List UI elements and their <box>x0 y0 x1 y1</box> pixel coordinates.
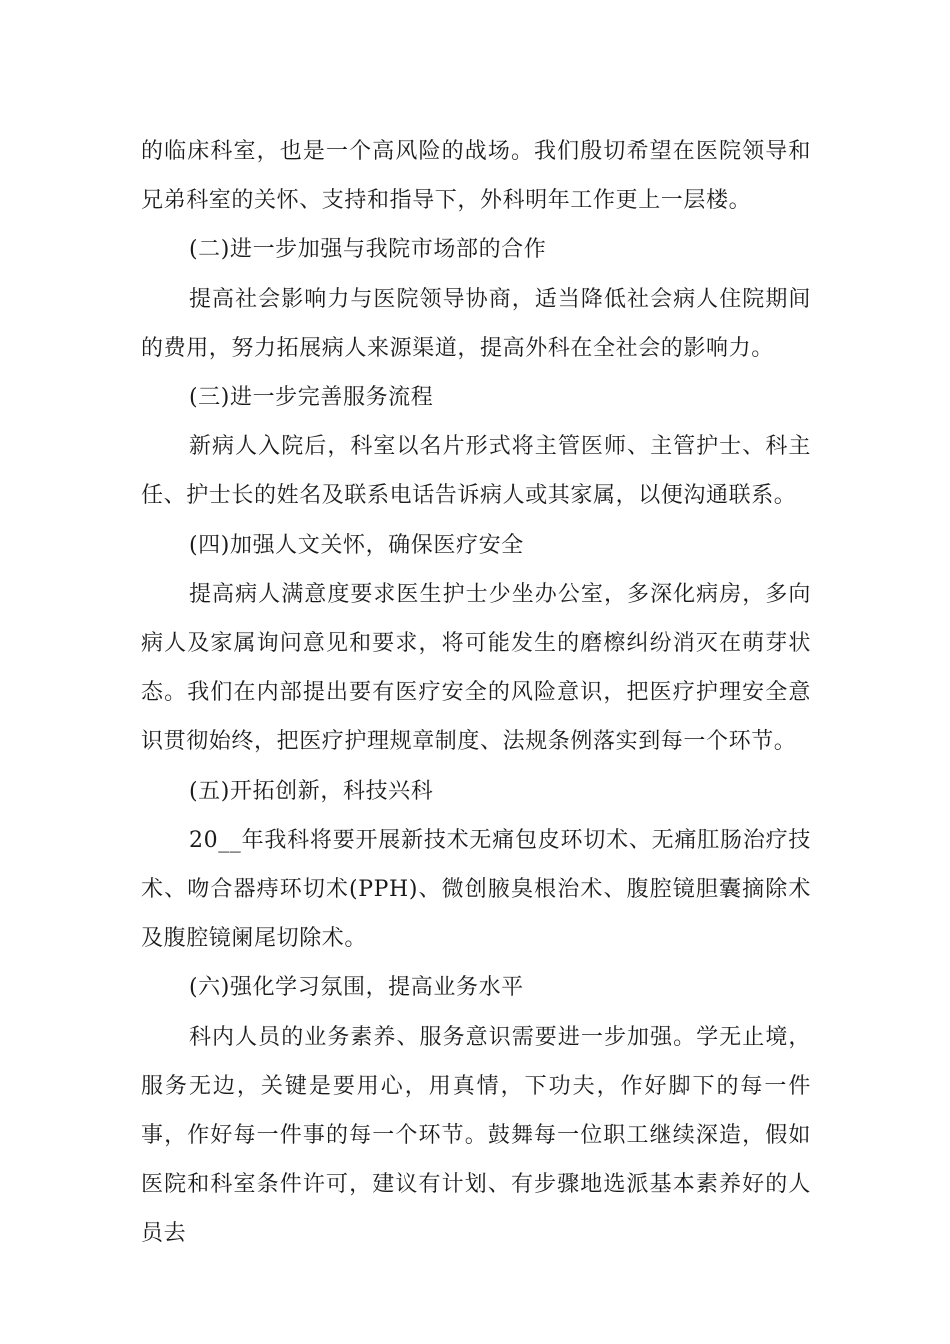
paragraph-learning: 科内人员的业务素养、服务意识需要进一步加强。学无止境，服务无边，关键是要用心，用真情，下功夫，作好脚下的每一件事，作好每一件事的每一个环节。鼓舞每一位职工继续深造，假如医院和科室条件许可，建议有计划、有步骤地选派基本素养好的人员去 <box>141 1024 811 1247</box>
section-heading-6: (六)强化学习氛围，提高业务水平 <box>189 975 524 1001</box>
section-heading-4: (四)加强人文关怀，确保医疗安全 <box>189 532 524 558</box>
section-heading-2: (二)进一步加强与我院市场部的合作 <box>189 237 547 263</box>
document-body <box>141 127 811 1259</box>
paragraph-medical-safety: 提高病人满意度要求医生护士少坐办公室，多深化病房，多向病人及家属询问意见和要求，将可能发生的磨檫纠纷消灭在萌芽状态。我们在内部提出要有医疗安全的风险意识，把医疗护理安全意识贯彻始终，把医疗护理规章制度、法规条例落实到每一个环节。 <box>141 581 811 755</box>
section-heading-5: (五)开拓创新，科技兴科 <box>189 778 434 804</box>
section-heading-3: (三)进一步完善服务流程 <box>189 385 434 411</box>
paragraph-new-technology: 20__年我科将要开展新技术无痛包皮环切术、无痛肛肠治疗技术、吻合器痔环切术(PPH)、微创腋臭根治术、腹腔镜胆囊摘除术及腹腔镜阑尾切除术。 <box>141 827 811 952</box>
paragraph-continued: 的临床科室，也是一个高风险的战场。我们殷切希望在医院领导和兄弟科室的关怀、支持和指导下，外科明年工作更上一层楼。 <box>141 139 811 214</box>
paragraph-service-process: 新病人入院后，科室以名片形式将主管医师、主管护士、科主任、护士长的姓名及联系电话告诉病人或其家属，以便沟通联系。 <box>141 434 811 509</box>
paragraph-market-cooperation: 提高社会影响力与医院领导协商，适当降低社会病人住院期间的费用，努力拓展病人来源渠道，提高外科在全社会的影响力。 <box>141 286 811 361</box>
